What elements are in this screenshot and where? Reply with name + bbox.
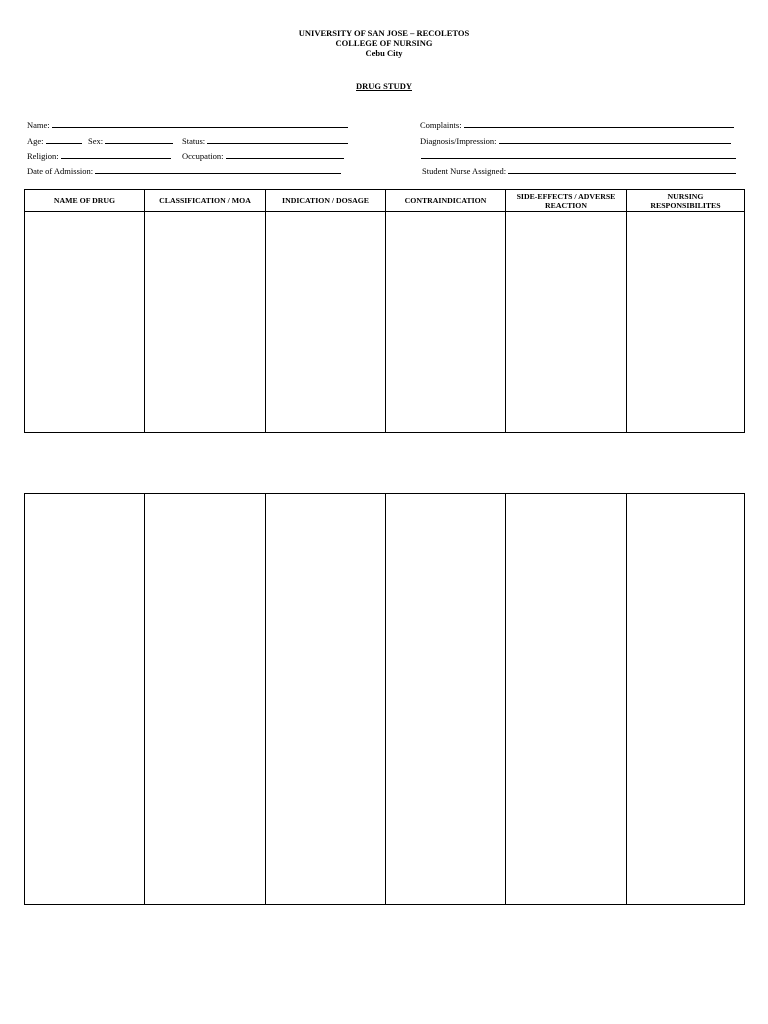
diagnosis-continuation-field[interactable] (421, 150, 736, 161)
religion-label: Religion: (27, 151, 59, 161)
occupation-field[interactable] (182, 150, 344, 161)
diagnosis-field[interactable] (420, 135, 731, 146)
status-line[interactable] (207, 135, 348, 144)
complaints-field[interactable] (420, 119, 734, 130)
complaints-line[interactable] (464, 119, 734, 128)
name-label: Name: (27, 120, 50, 130)
sex-label: Sex: (88, 136, 104, 146)
column-divider (385, 190, 386, 432)
date-of-admission-field[interactable] (27, 165, 341, 176)
diagnosis-line[interactable] (499, 135, 731, 144)
column-divider (626, 494, 627, 904)
status-label: Status: (182, 136, 206, 146)
name-line[interactable] (52, 119, 348, 128)
column-divider (265, 190, 266, 432)
header-contraindication: CONTRAINDICATION (404, 196, 487, 205)
religion-line[interactable] (61, 150, 171, 159)
column-divider (385, 494, 386, 904)
sex-line[interactable] (105, 135, 173, 144)
header-indication-dosage: INDICATION / DOSAGE (282, 196, 369, 205)
sex-field[interactable] (88, 135, 173, 146)
column-divider (144, 494, 145, 904)
religion-field[interactable] (27, 150, 171, 161)
occupation-label: Occupation: (182, 151, 224, 161)
date-of-admission-label: Date of Admission: (27, 166, 94, 176)
column-divider (626, 190, 627, 432)
header-name-of-drug: NAME OF DRUG (53, 196, 116, 205)
diagnosis-label: Diagnosis/Impression: (420, 136, 497, 146)
university-name: UNIVERSITY OF SAN JOSE – RECOLETOS (298, 28, 470, 38)
column-divider (505, 494, 506, 904)
complaints-label: Complaints: (420, 120, 462, 130)
city-name: Cebu City (365, 48, 403, 58)
header-side-effects: SIDE-EFFECTS / ADVERSE REACTION (516, 191, 616, 210)
column-divider (265, 494, 266, 904)
name-field[interactable] (27, 119, 348, 130)
status-field[interactable] (182, 135, 348, 146)
age-label: Age: (27, 136, 44, 146)
diagnosis-continuation-line[interactable] (421, 150, 736, 159)
header-classification-moa: CLASSIFICATION / MOA (159, 196, 251, 205)
student-nurse-line[interactable] (508, 165, 736, 174)
drug-study-table (24, 189, 745, 433)
student-nurse-label: Student Nurse Assigned: (422, 166, 507, 176)
date-of-admission-line[interactable] (95, 165, 341, 174)
column-divider (505, 190, 506, 432)
column-divider (144, 190, 145, 432)
age-line[interactable] (46, 135, 82, 144)
header-nursing-responsibilities: NURSING RESPONSIBILITES (650, 191, 721, 210)
document-title: DRUG STUDY (356, 81, 412, 91)
occupation-line[interactable] (226, 150, 344, 159)
drug-study-continuation-table (24, 493, 745, 905)
student-nurse-field[interactable] (422, 165, 736, 176)
age-field[interactable] (27, 135, 82, 146)
college-name: COLLEGE OF NURSING (335, 38, 433, 48)
document-header (0, 28, 768, 58)
